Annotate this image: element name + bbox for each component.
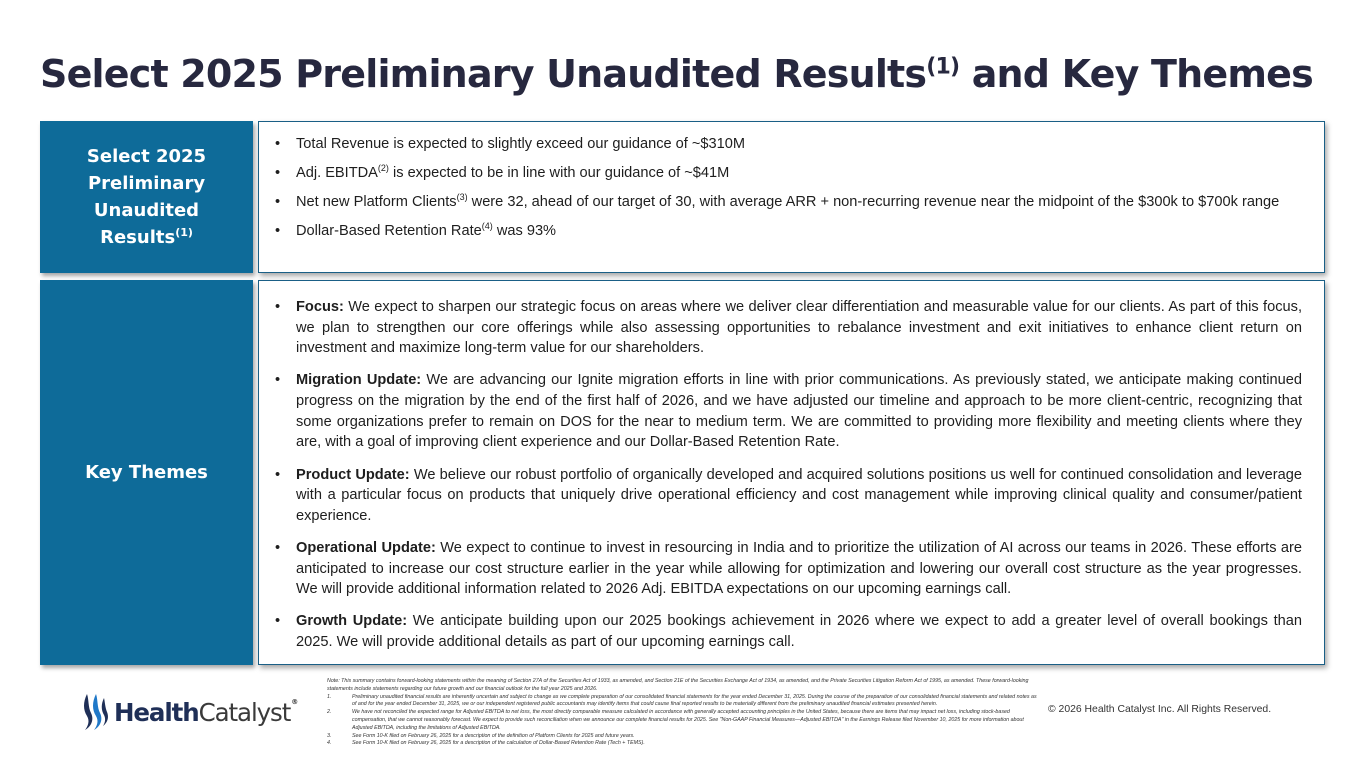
logo-word-light: Catalyst (198, 697, 291, 727)
theme-heading: Product Update: (296, 466, 410, 483)
flame-logo-icon (82, 692, 108, 732)
results-bullet-retention (273, 221, 1302, 242)
theme-focus (273, 297, 1302, 359)
footnote-item (327, 694, 1042, 710)
footnote-item (327, 740, 1042, 748)
themes-list (273, 297, 1302, 653)
registered-mark: ® (291, 697, 298, 706)
theme-text: We anticipate building upon our 2025 bookings achievement in 2026 where we expect to add a greater level of overall bookings than 2025. We will provide additional details as part of our upcoming earnings call. (296, 613, 1302, 651)
footnote-number: 3. (327, 732, 332, 739)
page-title-footnote-ref: (1) (926, 54, 960, 80)
results-bullet-text: Dollar-Based Retention Rate (296, 223, 482, 240)
results-bullet-text: were 32, ahead of our target of 30, with average ARR + non-recurring revenue near the midpoint of the $300k to $700k range (467, 194, 1280, 211)
results-bullet-text: is expected to be in line with our guidance of ~$41M (388, 165, 730, 182)
theme-product (273, 465, 1302, 527)
results-bullet-text: Net new Platform Clients (296, 194, 457, 211)
page-title-tail: and Key Themes (959, 52, 1313, 96)
results-label-panel (40, 121, 253, 273)
footnote-note: Note: This summary contains forward-looking statements within the meaning of Section 27A of the Securities Act of 1933, as amended, and Section 21E of the Securities Exchange Act of 1934, as amended, and the Private Securities Litigation Reform Act of 1995, as amended. These forward-looking statements include statements regarding our future growth and our financial outlook for the full year 2025 and 2026. (327, 678, 1029, 692)
results-label-line2: Preliminary (87, 173, 206, 194)
results-bullet-text: Adj. EBITDA (296, 165, 378, 182)
footnote-text: We have not reconciled the expected range for Adjusted EBITDA to net loss, the most directly comparable measure calculated in accordance with generally accepted accounting principles in the United States, because there are items that may impact net loss, including stock-based compensation, that we cannot reasonably forecast. We expect to provide such reconciliation when we announce our complete financial results for 2025. See "Non-GAAP Financial Measures—Adjusted EBITDA" in the Earnings Release filed November 10, 2025 for more information about Adjusted EBITDA, including the limitations of Adjusted EBITDA. (352, 709, 1024, 731)
theme-text: We believe our robust portfolio of organically developed and acquired solutions positions us well for continued consolidation and leverage with a particular focus on products that uniquely drive operational efficiency and cost management while improving clinical quality and consumer/patient experience. (296, 466, 1302, 524)
results-bullet-revenue (273, 134, 1302, 155)
theme-operational (273, 538, 1302, 600)
footnote-text: Preliminary unaudited financial results are inherently uncertain and subject to change as we complete preparation of our consolidated financial statements for the year ended December 31, 2025. During the course of the preparation of our consolidated financial statements and related notes as of and for the year ended December 31, 2025, we or our independent registered public accountants may identify items that could cause final reported results to be materially different from the preliminary unaudited financial estimates presented herein. (352, 693, 1037, 708)
theme-heading: Migration Update: (296, 372, 422, 389)
health-catalyst-logo (82, 690, 322, 734)
footnotes (327, 678, 1042, 748)
results-label-line1: Select 2025 (86, 146, 207, 167)
results-panel (258, 121, 1325, 273)
theme-growth (273, 611, 1302, 652)
theme-heading: Operational Update: (296, 540, 436, 556)
page-title-main: Select 2025 Preliminary Unaudited Results (40, 52, 927, 96)
results-label-footnote-ref: (1) (175, 226, 193, 239)
results-label-line3: Unaudited Results (93, 200, 200, 248)
footnote-number: 2. (327, 709, 332, 716)
logo-wordmark (114, 698, 297, 727)
theme-text: We expect to sharpen our strategic focus on areas where we deliver clear differentiation and measurable value for our clients. As part of this focus, we plan to strengthen our core offerings while also assessing opportunities to rebalance investment and exit initiatives to enhance client return on investment and maximize long-term value for our shareholders. (296, 299, 1302, 357)
footnote-item (327, 733, 1042, 741)
page-title (40, 52, 1340, 96)
footnote-text: See Form 10-K filed on February 26, 2025 for a description of the calculation of Dollar-Based Retention Rate (Tech + TEMS). (352, 740, 645, 747)
theme-text: We are advancing our Ignite migration efforts in line with prior communications. As previously stated, we anticipate making continued progress on the migration by the end of the first half of 2026, and we have adjusted our timeline and approach to be more client-centric, recognizing that some organizations prefer to remain on DOS for the near to medium term. We are committed to providing more flexibility and meeting clients where they are, with a goal of improving client experience and our Dollar-Based Retention Rate. (296, 372, 1302, 451)
footnote-item (327, 709, 1042, 732)
themes-panel (258, 280, 1325, 665)
results-bullet-clients (273, 192, 1302, 213)
copyright: © 2026 Health Catalyst Inc. All Rights Reserved. (1048, 704, 1272, 715)
themes-label: Key Themes (85, 462, 208, 483)
footnote-number: 1. (327, 693, 332, 700)
footnote-ref: (2) (377, 163, 389, 174)
results-label (48, 143, 245, 251)
results-bullet-text: Total Revenue is expected to slightly exceed our guidance of ~$310M (296, 136, 746, 152)
footnote-ref: (3) (456, 192, 468, 203)
theme-text: We expect to continue to invest in resourcing in India and to prioritize the utilization of AI across our teams in 2026. These efforts are anticipated to increase our cost structure earlier in the year while allowing for optimization and lowering our overall cost structure as the year progresses. We will provide additional information related to 2026 Adj. EBITDA expectations on our upcoming earnings call. (296, 540, 1302, 598)
footnote-text: See Form 10-K filed on February 26, 2025 for a description of the definition of Platform Clients for 2025 and future years. (352, 732, 635, 739)
results-bullet-text: was 93% (492, 223, 557, 240)
theme-heading: Focus: (296, 299, 344, 315)
themes-label-panel (40, 280, 253, 665)
footnote-ref: (4) (481, 221, 493, 232)
results-list (273, 134, 1302, 242)
results-bullet-ebitda (273, 163, 1302, 184)
logo-word-bold: Health (114, 697, 199, 727)
theme-migration (273, 370, 1302, 452)
theme-heading: Growth Update: (296, 613, 408, 630)
footnote-number: 4. (327, 740, 332, 747)
